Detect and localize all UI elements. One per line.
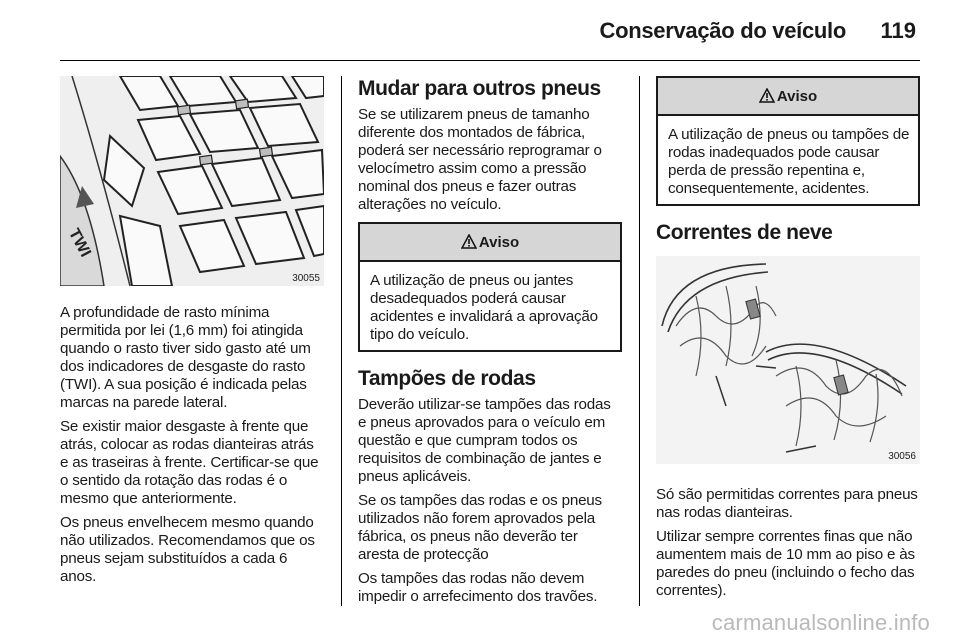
paragraph: Os tampões das rodas não devem impedir o arrefecimento dos travões. xyxy=(358,570,598,605)
paragraph: A profundidade de rasto mínima permitida por lei (1,6 mm) foi atingida quando o rasto tiver sido gasto até um dos indicadores de desgaste do rasto (TWI). A sua posição é indicada pelas marcas na parede lateral. xyxy=(60,304,311,411)
column-divider-1 xyxy=(341,76,342,606)
warning-title: Aviso xyxy=(478,233,520,251)
warning-box xyxy=(656,76,920,206)
paragraph: Utilizar sempre correntes finas que não aumentem mais de 10 mm ao piso e às paredes do pneu (incluindo o fecho das correntes). xyxy=(656,528,915,599)
warning-text: A utilização de pneus ou tampões de rodas inadequados pode causar perda de pressão repentina e, consequentemente, acidentes. xyxy=(668,126,910,197)
tire-tread-illustration xyxy=(60,76,324,286)
warning-header xyxy=(658,78,918,116)
warning-title: Aviso xyxy=(776,87,818,105)
tire-tread-figure xyxy=(60,76,324,286)
snow-chains-illustration xyxy=(656,256,920,464)
paragraph: Deverão utilizar-se tampões das rodas e pneus aprovados para o veículo em questão e que cumpram todos os requisitos de combinação de jantes e pneus aplicáveis. xyxy=(358,396,611,485)
warning-box xyxy=(358,222,622,352)
section-title: Conservação do veículo xyxy=(599,18,846,43)
page-number: 119 xyxy=(880,18,916,43)
paragraph: Se se utilizarem pneus de tamanho diferente dos montados de fábrica, poderá ser necessário reprogramar o velocímetro assim como a pressão nominal dos pneus e fazer outras alterações no veículo. xyxy=(358,106,602,213)
twi-label: TWI xyxy=(64,226,94,260)
column-2 xyxy=(358,76,622,612)
figure-id: 30056 xyxy=(888,451,916,462)
page-header xyxy=(0,14,960,48)
warning-text: A utilização de pneus ou jantes desadequados poderá causar acidentes e invalidará a aprovação tipo do veículo. xyxy=(370,272,598,343)
column-divider-2 xyxy=(639,76,640,606)
warning-header xyxy=(360,224,620,262)
paragraph: Os pneus envelhecem mesmo quando não utilizados. Recomendamos que os pneus sejam substituídos a cada 6 anos. xyxy=(60,514,315,585)
snow-chains-figure xyxy=(656,256,920,464)
section-heading: Tampões de rodas xyxy=(358,367,536,390)
figure-id: 30055 xyxy=(292,273,320,284)
section-heading: Mudar para outros pneus xyxy=(358,77,601,100)
column-3 xyxy=(656,76,920,606)
warning-triangle-icon xyxy=(759,88,775,103)
watermark: carmanualsonline.info xyxy=(711,610,930,635)
column-1 xyxy=(60,76,324,592)
paragraph: Se existir maior desgaste à frente que atrás, colocar as rodas dianteiras atrás e as traseiras à frente. Certificar-se que o sentido da rotação das rodas é o mesmo que anteriormente. xyxy=(60,418,319,507)
header-rule xyxy=(60,60,920,61)
section-heading: Correntes de neve xyxy=(656,221,833,244)
paragraph: Só são permitidas correntes para pneus nas rodas dianteiras. xyxy=(656,486,918,521)
warning-triangle-icon xyxy=(461,234,477,249)
paragraph: Se os tampões das rodas e os pneus utilizados não forem aprovados pela fábrica, os pneus não deverão ter aresta de protecção xyxy=(358,492,602,563)
